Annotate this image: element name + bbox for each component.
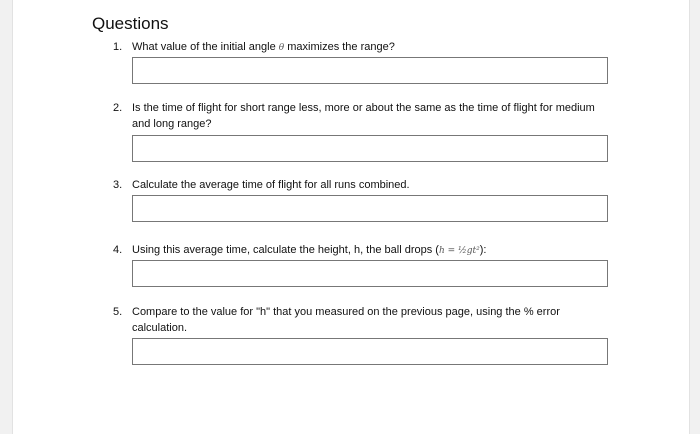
question-text: Calculate the average time of flight for all runs combined. [132,179,410,191]
question-number: 4. [113,244,123,256]
page-title: Questions [92,14,169,33]
question-text: Compare to the value for "h" that you measured on the previous page, using the % error calculation. [132,306,560,334]
answer-1-input[interactable] [132,57,608,84]
answer-2-input[interactable] [132,135,608,162]
answer-4-input[interactable] [132,260,608,287]
question-text: Is the time of flight for short range less, more or about the same as the time of flight for medium and long range? [132,102,595,130]
question-text: ): [479,244,487,256]
question-number: 5. [113,306,123,318]
question-number: 1. [113,41,123,53]
height-formula: h = ½gt² [438,246,480,256]
theta-symbol: θ [278,43,285,53]
question-text: maximizes the range? [284,41,395,53]
answer-5-input[interactable] [132,338,608,365]
answer-3-input[interactable] [132,195,608,222]
question-text: Using this average time, calculate the height, h, the ball drops ( [132,244,439,256]
question-number: 2. [113,102,123,114]
question-text: What value of the initial angle [132,41,279,53]
question-number: 3. [113,179,123,191]
